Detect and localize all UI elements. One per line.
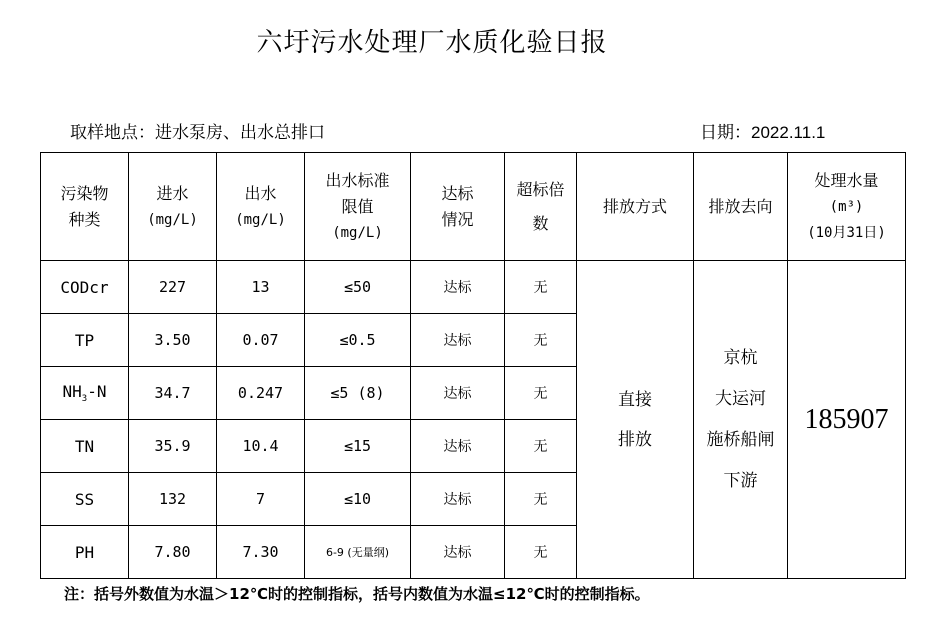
water-quality-table — [40, 152, 906, 579]
exceed-value: 无 — [505, 473, 577, 526]
outflow-value: 10.4 — [217, 420, 305, 473]
inflow-value: 35.9 — [129, 420, 217, 473]
header-limit: 出水标准 限值 (mg/L) — [305, 153, 411, 261]
report-date: 日期：2022.11.1 — [700, 123, 826, 142]
footnote: 注：括号外数值为水温＞12℃时的控制指标，括号内数值为水温≤12℃时的控制指标。 — [64, 585, 650, 603]
limit-value: 6-9 (无量纲) — [305, 526, 411, 579]
report-title: 六圩污水处理厂水质化验日报 — [256, 28, 608, 58]
total-volume: 185907 — [788, 261, 906, 579]
pollutant-name: TN — [41, 420, 129, 473]
inflow-value: 7.80 — [129, 526, 217, 579]
limit-value: ≤15 — [305, 420, 411, 473]
header-outflow: 出水 (mg/L) — [217, 153, 305, 261]
outflow-value: 7 — [217, 473, 305, 526]
compliance-status: 达标 — [411, 473, 505, 526]
inflow-value: 227 — [129, 261, 217, 314]
pollutant-name: TP — [41, 314, 129, 367]
header-exceed: 超标倍 数 — [505, 153, 577, 261]
outflow-value: 7.30 — [217, 526, 305, 579]
table-header-row — [41, 153, 906, 261]
pollutant-name: CODcr — [41, 261, 129, 314]
compliance-status: 达标 — [411, 314, 505, 367]
outflow-value: 0.247 — [217, 367, 305, 420]
exceed-value: 无 — [505, 420, 577, 473]
limit-value: ≤50 — [305, 261, 411, 314]
header-inflow: 进水 (mg/L) — [129, 153, 217, 261]
compliance-status: 达标 — [411, 526, 505, 579]
exceed-value: 无 — [505, 261, 577, 314]
outflow-value: 0.07 — [217, 314, 305, 367]
pollutant-name: PH — [41, 526, 129, 579]
sampling-location: 取样地点：进水泵房、出水总排口 — [70, 123, 325, 143]
inflow-value: 34.7 — [129, 367, 217, 420]
outflow-value: 13 — [217, 261, 305, 314]
exceed-value: 无 — [505, 526, 577, 579]
header-compliance: 达标 情况 — [411, 153, 505, 261]
pollutant-name: SS — [41, 473, 129, 526]
inflow-value: 132 — [129, 473, 217, 526]
header-discharge-destination: 排放去向 — [694, 153, 788, 261]
limit-value: ≤5 (8) — [305, 367, 411, 420]
compliance-status: 达标 — [411, 261, 505, 314]
compliance-status: 达标 — [411, 420, 505, 473]
header-discharge-method: 排放方式 — [577, 153, 694, 261]
exceed-value: 无 — [505, 367, 577, 420]
pollutant-name: $NH_3-N$ — [41, 367, 129, 420]
inflow-value: 3.50 — [129, 314, 217, 367]
discharge-method: 直接 排放 — [577, 261, 694, 579]
discharge-destination: 京杭 大运河 施桥船闸 下游 — [694, 261, 788, 579]
limit-value: ≤10 — [305, 473, 411, 526]
exceed-value: 无 — [505, 314, 577, 367]
compliance-status: 达标 — [411, 367, 505, 420]
header-volume: 处理水量 (m³) (10月31日) — [788, 153, 906, 261]
header-pollutant: 污染物 种类 — [41, 153, 129, 261]
table-row — [41, 261, 906, 314]
limit-value: ≤0.5 — [305, 314, 411, 367]
